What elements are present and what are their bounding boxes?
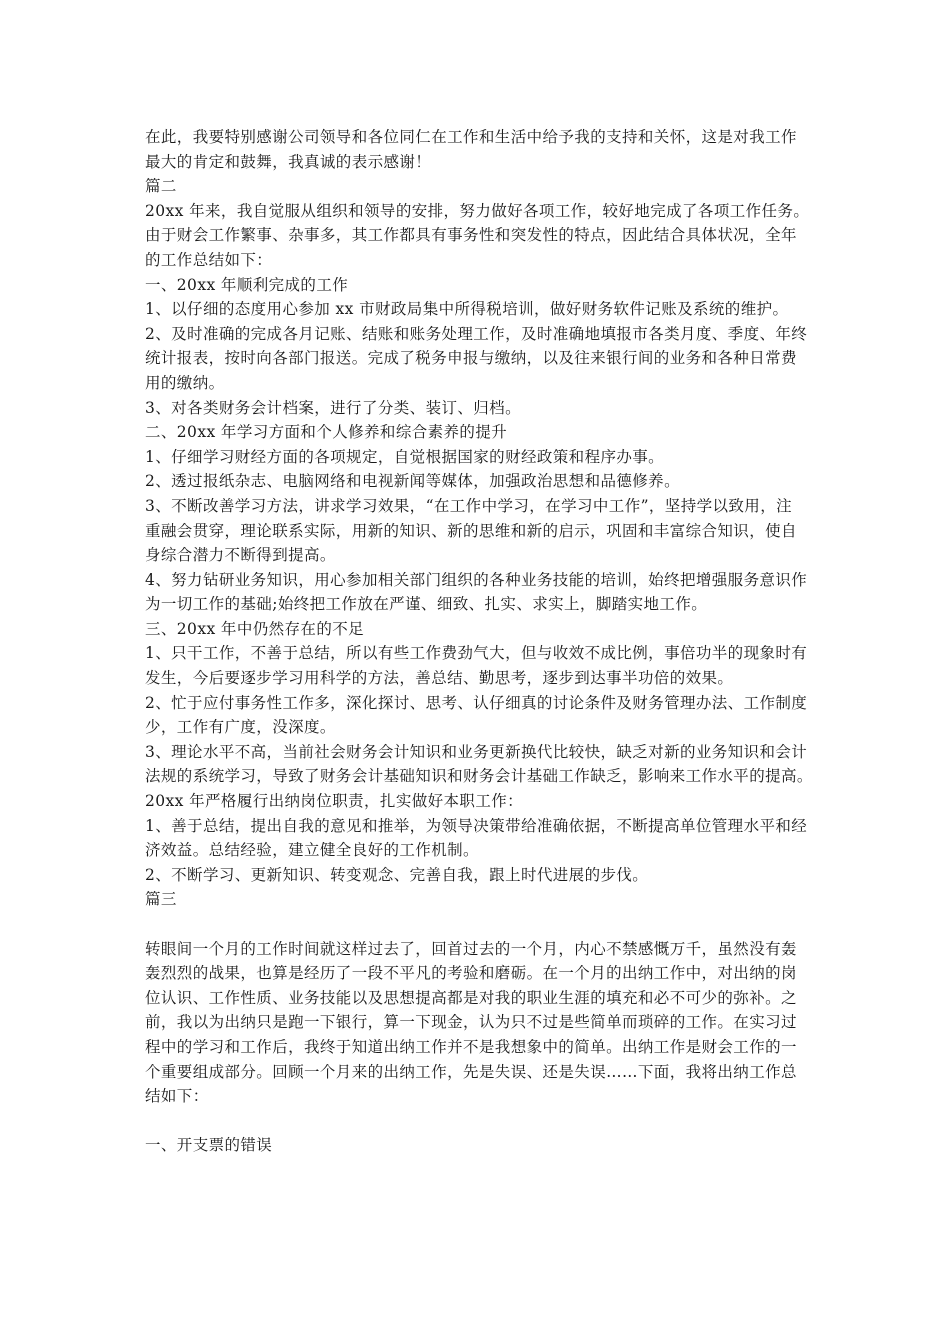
paragraph-line: 3、不断改善学习方法，讲求学习效果，“在工作中学习，在学习中工作”，坚持学以致用，注 (145, 496, 793, 515)
paragraph-line: 2、透过报纸杂志、电脑网络和电视新闻等媒体，加强政治思想和品德修养。 (145, 472, 680, 491)
subheading: 二、20xx 年学习方面和个人修养和综合素养的提升 (145, 423, 508, 442)
blank-line (145, 912, 817, 937)
blank-line (145, 1109, 817, 1134)
paragraph-line: 3、对各类财务会计档案，进行了分类、装订、归档。 (145, 398, 521, 417)
paragraph-line: 最大的肯定和鼓舞，我真诚的表示感谢！ (145, 152, 432, 171)
paragraph-line: 程中的学习和工作后，我终于知道出纳工作并不是我想象中的简单。出纳工作是财会工作的一 (145, 1037, 797, 1056)
paragraph-line: 统计报表，按时向各部门报送。完成了税务申报与缴纳，以及往来银行间的业务和各种日常费 (145, 349, 797, 368)
paragraph-line: 少，工作有广度，没深度。 (145, 718, 336, 737)
paragraph-line: 4、努力钻研业务知识，用心参加相关部门组织的各种业务技能的培训，始终把增强服务意识作 (145, 570, 808, 589)
paragraph-line: 1、只干工作，不善于总结，所以有些工作费劲气大，但与收效不成比例，事倍功半的现象时有 (145, 644, 808, 663)
paragraph-line: 结如下： (145, 1087, 209, 1106)
paragraph-line: 1、以仔细的态度用心参加 xx 市财政局集中所得税培训，做好财务软件记账及系统的维护。 (145, 300, 789, 319)
paragraph-line: 2、及时准确的完成各月记账、结账和账务处理工作，及时准确地填报市各类月度、季度、年终 (145, 324, 808, 343)
paragraph-line: 的工作总结如下： (145, 250, 273, 269)
paragraph-line: 2、忙于应付事务性工作多，深化探讨、思考、认仔细真的讨论条件及财务管理办法、工作制度 (145, 693, 808, 712)
document-body (145, 125, 817, 1158)
paragraph-line: 位认识、工作性质、业务技能以及思想提高都是对我的职业生涯的填充和必不可少的弥补。之 (145, 988, 797, 1007)
paragraph-line: 轰烈烈的战果，也算是经历了一段不平凡的考验和磨砺。在一个月的出纳工作中，对出纳的岗 (145, 964, 797, 983)
paragraph-line: 2、不断学习、更新知识、转变观念、完善自我，跟上时代进展的步伐。 (145, 865, 649, 884)
paragraph-line: 1、仔细学习财经方面的各项规定，自觉根据国家的财经政策和程序办事。 (145, 447, 665, 466)
paragraph-line: 为一切工作的基础;始终把工作放在严谨、细致、扎实、求实上，脚踏实地工作。 (145, 595, 708, 614)
paragraph-line: 20xx 年严格履行出纳岗位职责，扎实做好本职工作： (145, 792, 524, 811)
paragraph-line: 用的缴纳。 (145, 373, 225, 392)
section-heading: 篇三 (145, 890, 177, 909)
paragraph-line: 前，我以为出纳只是跑一下银行，算一下现金，认为只不过是些简单而琐碎的工作。在实习过 (145, 1013, 797, 1032)
paragraph-line: 由于财会工作繁事、杂事多，其工作都具有事务性和突发性的特点，因此结合具体状况，全年 (145, 226, 797, 245)
paragraph-line: 济效益。总结经验，建立健全良好的工作机制。 (145, 841, 479, 860)
paragraph-line: 身综合潜力不断得到提高。 (145, 546, 336, 565)
subheading: 一、20xx 年顺利完成的工作 (145, 275, 349, 294)
paragraph-line: 个重要组成部分。回顾一个月来的出纳工作，先是失误、还是失误……下面，我将出纳工作总 (145, 1062, 797, 1081)
paragraph-line: 法规的系统学习，导致了财务会计基础知识和财务会计基础工作缺乏，影响来工作水平的提高。 (145, 767, 813, 786)
subheading: 三、20xx 年中仍然存在的不足 (145, 619, 365, 638)
section-heading: 篇二 (145, 177, 177, 196)
paragraph-line: 重融会贯穿，理论联系实际，用新的知识、新的思维和新的启示，巩固和丰富综合知识，使自 (145, 521, 797, 540)
paragraph-line: 1、善于总结，提出自我的意见和推举，为领导决策带给准确依据，不断提高单位管理水平和经 (145, 816, 808, 835)
paragraph-line: 发生，今后要逐步学习用科学的方法，善总结、勤思考，逐步到达事半功倍的效果。 (145, 669, 734, 688)
paragraph-line: 转眼间一个月的工作时间就这样过去了，回首过去的一个月，内心不禁感慨万千，虽然没有轰 (145, 939, 797, 958)
paragraph-line: 20xx 年来，我自觉服从组织和领导的安排，努力做好各项工作，较好地完成了各项工作任务。 (145, 201, 810, 220)
subheading: 一、开支票的错误 (145, 1136, 273, 1155)
paragraph-line: 3、理论水平不高，当前社会财务会计知识和业务更新换代比较快，缺乏对新的业务知识和会计 (145, 742, 808, 761)
paragraph-line: 在此，我要特别感谢公司领导和各位同仁在工作和生活中给予我的支持和关怀，这是对我工作 (145, 128, 797, 146)
